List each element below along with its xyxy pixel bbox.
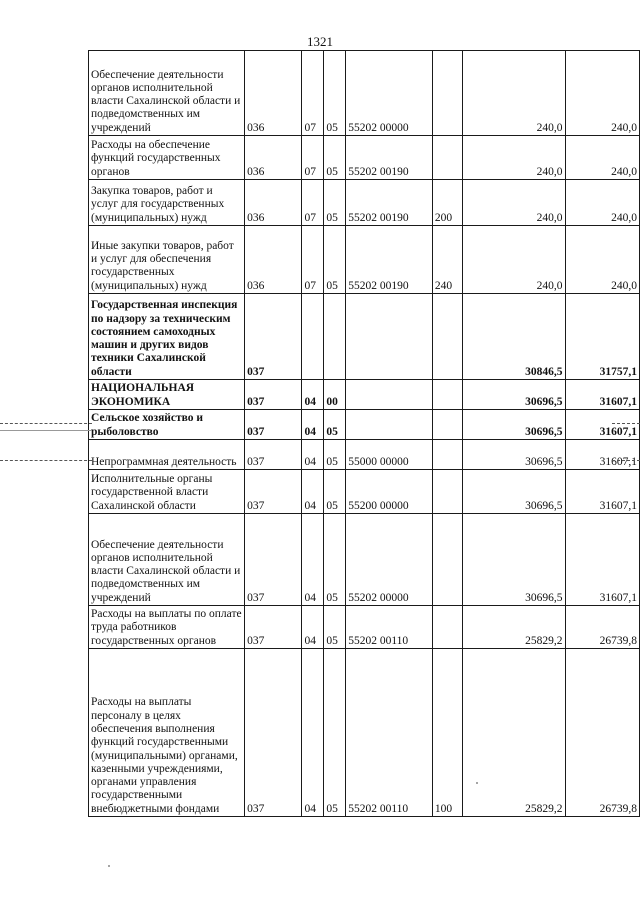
row-section-code: 07: [302, 51, 324, 136]
row-subsection-code: 05: [324, 470, 346, 514]
row-name: Обеспечение деятельности органов исполнительной власти Сахалинской области и подведомственных им учреждений: [89, 514, 245, 606]
row-expense-type: 100: [432, 649, 462, 817]
row-ministry-code: 036: [245, 136, 302, 180]
row-name: Обеспечение деятельности органов исполнительной власти Сахалинской области и подведомственных им учреждений: [89, 51, 245, 136]
scan-artifact-line: [612, 460, 640, 461]
row-amount-1: 240,0: [462, 180, 565, 226]
row-section-code: 07: [302, 226, 324, 294]
table-row: [89, 470, 640, 514]
row-subsection-code: 05: [324, 226, 346, 294]
row-target-article: [346, 380, 433, 410]
row-subsection-code: [324, 294, 346, 380]
row-ministry-code: 036: [245, 226, 302, 294]
scan-artifact-line: [0, 460, 92, 461]
row-target-article: 55202 00110: [346, 649, 433, 817]
row-subsection-code: 05: [324, 51, 346, 136]
row-amount-2: 31757,1: [565, 294, 639, 380]
row-amount-1: 30696,5: [462, 470, 565, 514]
row-amount-2: 240,0: [565, 51, 639, 136]
row-amount-2: 26739,8: [565, 606, 639, 649]
row-amount-1: 25829,2: [462, 606, 565, 649]
row-section-code: [302, 294, 324, 380]
row-subsection-code: 05: [324, 606, 346, 649]
row-expense-type: [432, 470, 462, 514]
table-row: [89, 606, 640, 649]
row-section-code: 04: [302, 470, 324, 514]
row-expense-type: [432, 606, 462, 649]
row-section-code: 07: [302, 136, 324, 180]
row-expense-type: 240: [432, 226, 462, 294]
row-amount-2: 31607,1: [565, 514, 639, 606]
row-subsection-code: 00: [324, 380, 346, 410]
row-subsection-code: 05: [324, 440, 346, 470]
table-row: [89, 294, 640, 380]
row-target-article: 55000 00000: [346, 440, 433, 470]
row-expense-type: [432, 514, 462, 606]
table-row: [89, 410, 640, 440]
row-subsection-code: 05: [324, 410, 346, 440]
row-name: Исполнительные органы государственной власти Сахалинской области: [89, 470, 245, 514]
table-row: [89, 226, 640, 294]
row-name: Расходы на выплаты персоналу в целях обеспечения выполнения функций государственными (муниципальными) органами, казенными учреждениями, органами управления государственными внебюджетными фондами: [89, 649, 245, 817]
row-ministry-code: 037: [245, 649, 302, 817]
scan-speck: [108, 865, 110, 867]
row-expense-type: 200: [432, 180, 462, 226]
row-amount-2: 31607,1: [565, 470, 639, 514]
row-target-article: [346, 294, 433, 380]
row-name: Закупка товаров, работ и услуг для государственных (муниципальных) нужд: [89, 180, 245, 226]
row-subsection-code: 05: [324, 180, 346, 226]
row-ministry-code: 037: [245, 606, 302, 649]
table-row: [89, 514, 640, 606]
row-amount-2: 31607,1: [565, 380, 639, 410]
row-ministry-code: 037: [245, 440, 302, 470]
row-ministry-code: 037: [245, 514, 302, 606]
row-amount-1: 30696,5: [462, 514, 565, 606]
row-amount-1: 240,0: [462, 226, 565, 294]
row-name: НАЦИОНАЛЬНАЯ ЭКОНОМИКА: [89, 380, 245, 410]
table-row: [89, 51, 640, 136]
row-amount-1: 30696,5: [462, 440, 565, 470]
row-ministry-code: 037: [245, 410, 302, 440]
row-section-code: 04: [302, 606, 324, 649]
row-ministry-code: 037: [245, 294, 302, 380]
row-target-article: 55200 00000: [346, 470, 433, 514]
scan-speck: [476, 782, 478, 784]
row-amount-1: 240,0: [462, 136, 565, 180]
row-name: Иные закупки товаров, работ и услуг для обеспечения государственных (муниципальных) нужд: [89, 226, 245, 294]
row-amount-2: 240,0: [565, 180, 639, 226]
row-expense-type: [432, 136, 462, 180]
row-section-code: 04: [302, 410, 324, 440]
row-expense-type: [432, 380, 462, 410]
scan-artifact-line: [612, 423, 640, 424]
row-section-code: 04: [302, 514, 324, 606]
row-amount-2: 240,0: [565, 226, 639, 294]
row-expense-type: [432, 294, 462, 380]
row-section-code: 07: [302, 180, 324, 226]
row-amount-1: 30696,5: [462, 410, 565, 440]
row-amount-1: 25829,2: [462, 649, 565, 817]
row-name: Расходы на выплаты по оплате труда работников государственных органов: [89, 606, 245, 649]
row-ministry-code: 037: [245, 470, 302, 514]
row-section-code: 04: [302, 380, 324, 410]
table-row: [89, 180, 640, 226]
row-name: Расходы на обеспечение функций государственных органов: [89, 136, 245, 180]
row-subsection-code: 05: [324, 136, 346, 180]
row-amount-2: 240,0: [565, 136, 639, 180]
row-target-article: 55202 00190: [346, 180, 433, 226]
row-target-article: 55202 00190: [346, 136, 433, 180]
row-section-code: 04: [302, 649, 324, 817]
scan-artifact-line: [0, 423, 92, 424]
table-row: [89, 136, 640, 180]
row-amount-1: 240,0: [462, 51, 565, 136]
row-amount-2: 26739,8: [565, 649, 639, 817]
table-row: [89, 649, 640, 817]
row-amount-2: 31607,1: [565, 440, 639, 470]
row-subsection-code: 05: [324, 649, 346, 817]
row-target-article: 55202 00110: [346, 606, 433, 649]
row-target-article: 55202 00190: [346, 226, 433, 294]
row-amount-2: 31607,1: [565, 410, 639, 440]
row-target-article: [346, 410, 433, 440]
row-expense-type: [432, 410, 462, 440]
budget-table: [88, 50, 640, 817]
row-name: Непрограммная деятельность: [89, 440, 245, 470]
row-target-article: 55202 00000: [346, 514, 433, 606]
budget-table-body: [89, 51, 640, 817]
row-section-code: 04: [302, 440, 324, 470]
row-amount-1: 30846,5: [462, 294, 565, 380]
row-expense-type: [432, 440, 462, 470]
row-amount-1: 30696,5: [462, 380, 565, 410]
row-expense-type: [432, 51, 462, 136]
row-ministry-code: 036: [245, 180, 302, 226]
row-name: Сельское хозяйство и рыболовство: [89, 410, 245, 440]
table-row: [89, 440, 640, 470]
row-ministry-code: 036: [245, 51, 302, 136]
scan-artifact-line: [0, 430, 92, 431]
row-target-article: 55202 00000: [346, 51, 433, 136]
table-row: [89, 380, 640, 410]
row-name: Государственная инспекция по надзору за техническим состоянием самоходных машин и других видов техники Сахалинской области: [89, 294, 245, 380]
row-ministry-code: 037: [245, 380, 302, 410]
row-subsection-code: 05: [324, 514, 346, 606]
page-number: 1321: [307, 34, 333, 49]
